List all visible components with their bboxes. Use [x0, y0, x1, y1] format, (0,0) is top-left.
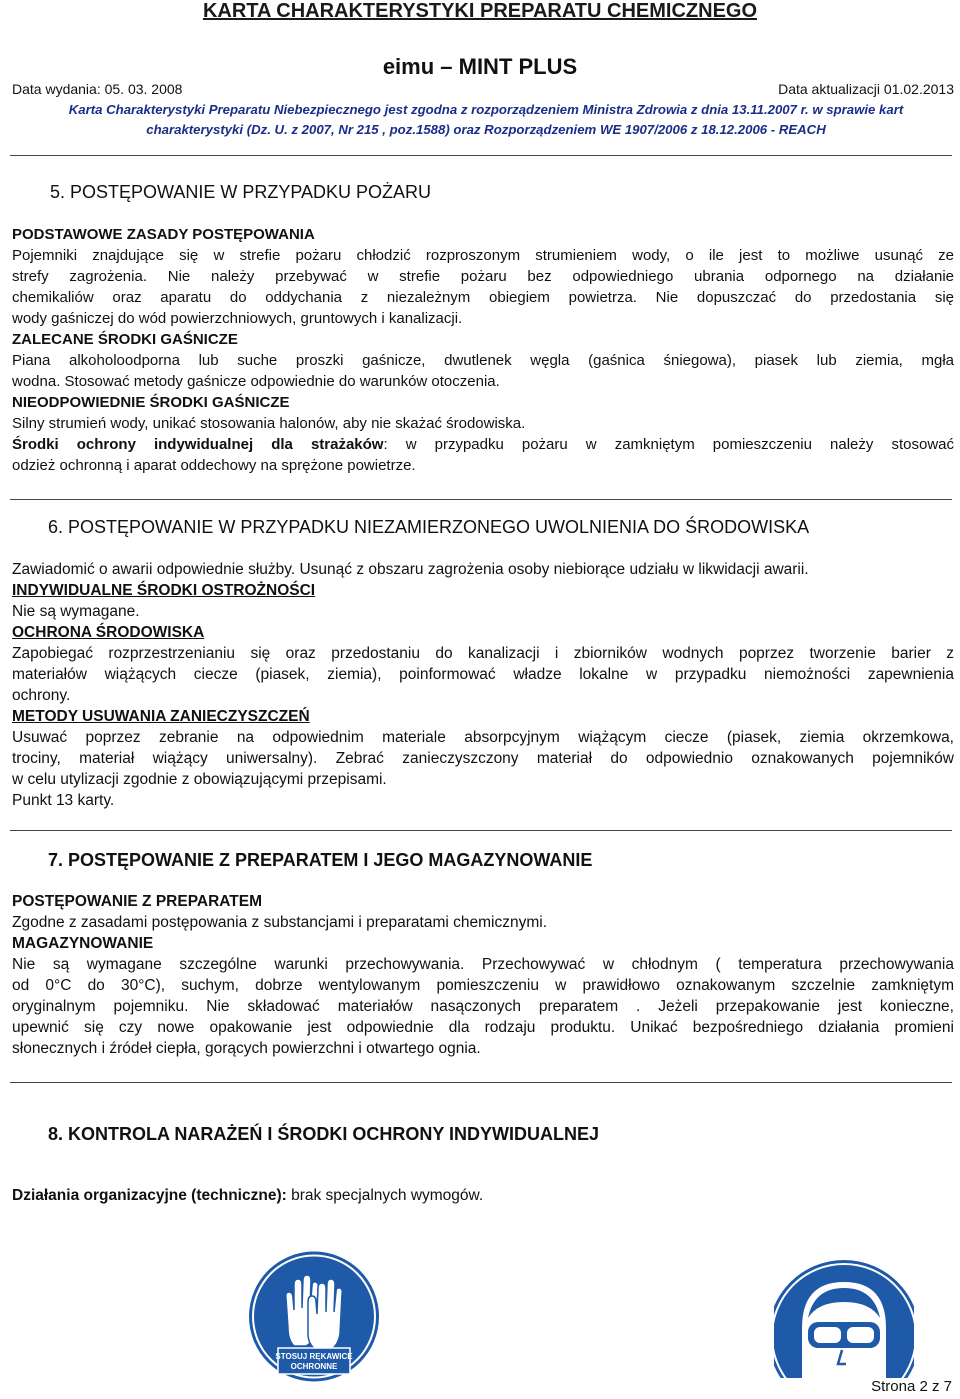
- paragraph-line: od 0°C do 30°C), suchym, dobrze wentylowanym pomieszczeniu w prawidłowo oznakowanym szczelnie zamkniętym: [12, 977, 954, 994]
- paragraph-line: trociny, materiał wiążący uniwersalny). Zebrać zanieczyszczony materiał do odpowiednio oznakowanych pojemników: [12, 750, 954, 767]
- paragraph-line: Piana alkoholoodporna lub suche proszki gaśnicze, dwutlenek węgla (gaśnica śniegowa), piasek lub ziemia, mgła: [12, 352, 954, 369]
- paragraph-line: [12, 434, 954, 455]
- section-divider: [10, 1082, 952, 1083]
- regulation-note: [16, 100, 956, 140]
- paragraph-line: ochrony.: [12, 687, 71, 704]
- paragraph-line: Zgodne z zasadami postępowania z substancjami i preparatami chemicznymi.: [12, 914, 547, 931]
- update-date: Data aktualizacji 01.02.2013: [778, 81, 954, 97]
- paragraph-line: Zapobiegać rozprzestrzenianiu się oraz przedostaniu do kanalizacji i zbiorników wodnych poprzez tworzenie barier z: [12, 645, 954, 662]
- section-7-body: [12, 891, 954, 1059]
- section-8-body: [12, 1185, 954, 1206]
- paragraph-line: Silny strumień wody, unikać stosowania halonów, aby nie skażać środowiska.: [12, 415, 526, 432]
- section-5-title: 5. POSTĘPOWANIE W PRZYPADKU POŻARU: [50, 182, 432, 202]
- subheading: ZALECANE ŚRODKI GAŚNICZE: [12, 331, 238, 348]
- document-title: KARTA CHARAKTERYSTYKI PREPARATU CHEMICZNEGO: [202, 0, 758, 22]
- subheading: MAGAZYNOWANIE: [12, 935, 154, 952]
- paragraph-line: upewnić się czy nowe opakowanie jest odpowiednie dla rodzaju produktu. Unikać bezpośredniego działania promieni: [12, 1019, 954, 1036]
- paragraph-line: słonecznych i źródeł ciepła, gorących powierzchni i otwartego ognia.: [12, 1040, 481, 1057]
- safety-goggles-icon: [774, 1258, 914, 1378]
- sign-label-line: STOSUJ RĘKAWICE: [275, 1352, 353, 1361]
- paragraph-line: oryginalnym pojemniku. Nie składować materiałów nasączonych preparatem . Jeżeli przepakowanie jest konieczne,: [12, 998, 954, 1015]
- paragraph-line: [12, 1185, 954, 1206]
- section-6-body: [12, 559, 954, 811]
- paragraph-line: odzież ochronną i aparat oddechowy na sprężone powietrze.: [12, 457, 416, 474]
- subheading: INDYWIDUALNE ŚRODKI OSTROŻNOŚCI: [12, 582, 316, 599]
- bold-lead: Działania organizacyjne (techniczne):: [12, 1187, 287, 1204]
- regulation-line: Karta Charakterystyki Preparatu Niebezpiecznego jest zgodna z rozporządzeniem Ministra Zdrowia z dnia 13.11.2007 r. w sprawie kart: [68, 102, 904, 117]
- section-divider: [10, 830, 952, 831]
- gloves-sign: [248, 1250, 380, 1383]
- subheading: OCHRONA ŚRODOWISKA: [12, 624, 205, 641]
- paragraph-line: Pojemniki znajdujące się w strefie pożaru chłodzić rozproszonym strumieniem wody, o ile jest to możliwe usunąć ze: [12, 247, 954, 264]
- paragraph-line: strefy zagrożenia. Nie należy przebywać w strefie pożaru bez odpowiedniego ubrania odpornego na działanie: [12, 268, 954, 285]
- paragraph-line: Zawiadomić o awarii odpowiednie służby. Usunąć z obszaru zagrożenia osoby niebiorące udziału w likwidacji awarii.: [12, 561, 809, 578]
- paragraph-line: Usuwać poprzez zebranie na odpowiednim materiale absorpcyjnym wiążącym ciecze (piasek, ziemia okrzemkowa,: [12, 729, 954, 746]
- paragraph-line: wody gaśniczej do wód powierzchniowych, gruntowych i kanalizacji.: [12, 310, 463, 327]
- paragraph-text: brak specjalnych wymogów.: [286, 1187, 484, 1204]
- subheading: NIEODPOWIEDNIE ŚRODKI GAŚNICZE: [12, 394, 290, 411]
- subheading: PODSTAWOWE ZASADY POSTĘPOWANIA: [12, 226, 315, 243]
- bold-lead: Środki ochrony indywidualnej dla strażaków: [12, 436, 384, 453]
- page-number: Strona 2 z 7: [871, 1378, 952, 1395]
- regulation-line: charakterystyki (Dz. U. z 2007, Nr 215 , poz.1588) oraz Rozporządzeniem WE 1907/2006 z 18.12.2006 - REACH: [146, 122, 826, 137]
- paragraph-line: Punkt 13 karty.: [12, 792, 115, 809]
- gloves-icon: [248, 1250, 380, 1383]
- subheading: METODY USUWANIA ZANIECZYSZCZEŃ: [12, 708, 310, 725]
- section-7-title: 7. POSTĘPOWANIE Z PREPARATEM I JEGO MAGAZYNOWANIE: [48, 850, 593, 870]
- product-name: eimu – MINT PLUS: [382, 54, 578, 79]
- paragraph-line: Nie są wymagane.: [12, 603, 140, 620]
- paragraph-line: Nie są wymagane szczególne warunki przechowywania. Przechowywać w chłodnym ( temperatura przechowywania: [12, 956, 954, 973]
- paragraph-line: w celu utylizacji zgodnie z obowiązującymi przepisami.: [12, 771, 387, 788]
- section-5-body: [12, 224, 954, 476]
- section-8-title: 8. KONTROLA NARAŻEŃ I ŚRODKI OCHRONY INDYWIDUALNEJ: [48, 1124, 600, 1144]
- paragraph-line: materiałów wiążących ciecze (piasek, ziemia), poinformować władze lokalne w przypadku niemożności zapewnienia: [12, 666, 954, 683]
- paragraph-line: wodna. Stosować metody gaśnicze odpowiednie do warunków otoczenia.: [12, 373, 500, 390]
- sign-label-line: OCHRONNE: [290, 1362, 338, 1371]
- header-divider: [10, 155, 952, 156]
- section-divider: [10, 499, 952, 500]
- issue-date: Data wydania: 05. 03. 2008: [12, 81, 183, 97]
- goggles-sign: [774, 1258, 914, 1378]
- paragraph-line: chemikaliów oraz aparatu do oddychania z niezależnym obiegiem powietrza. Nie dopuszczać do przedostania się: [12, 289, 954, 306]
- paragraph-text: : w przypadku pożaru w zamkniętym pomieszczeniu należy stosować: [383, 436, 954, 453]
- subheading: POSTĘPOWANIE Z PREPARATEM: [12, 893, 263, 910]
- section-6-title: 6. POSTĘPOWANIE W PRZYPADKU NIEZAMIERZONEGO UWOLNIENIA DO ŚRODOWISKA: [48, 517, 810, 537]
